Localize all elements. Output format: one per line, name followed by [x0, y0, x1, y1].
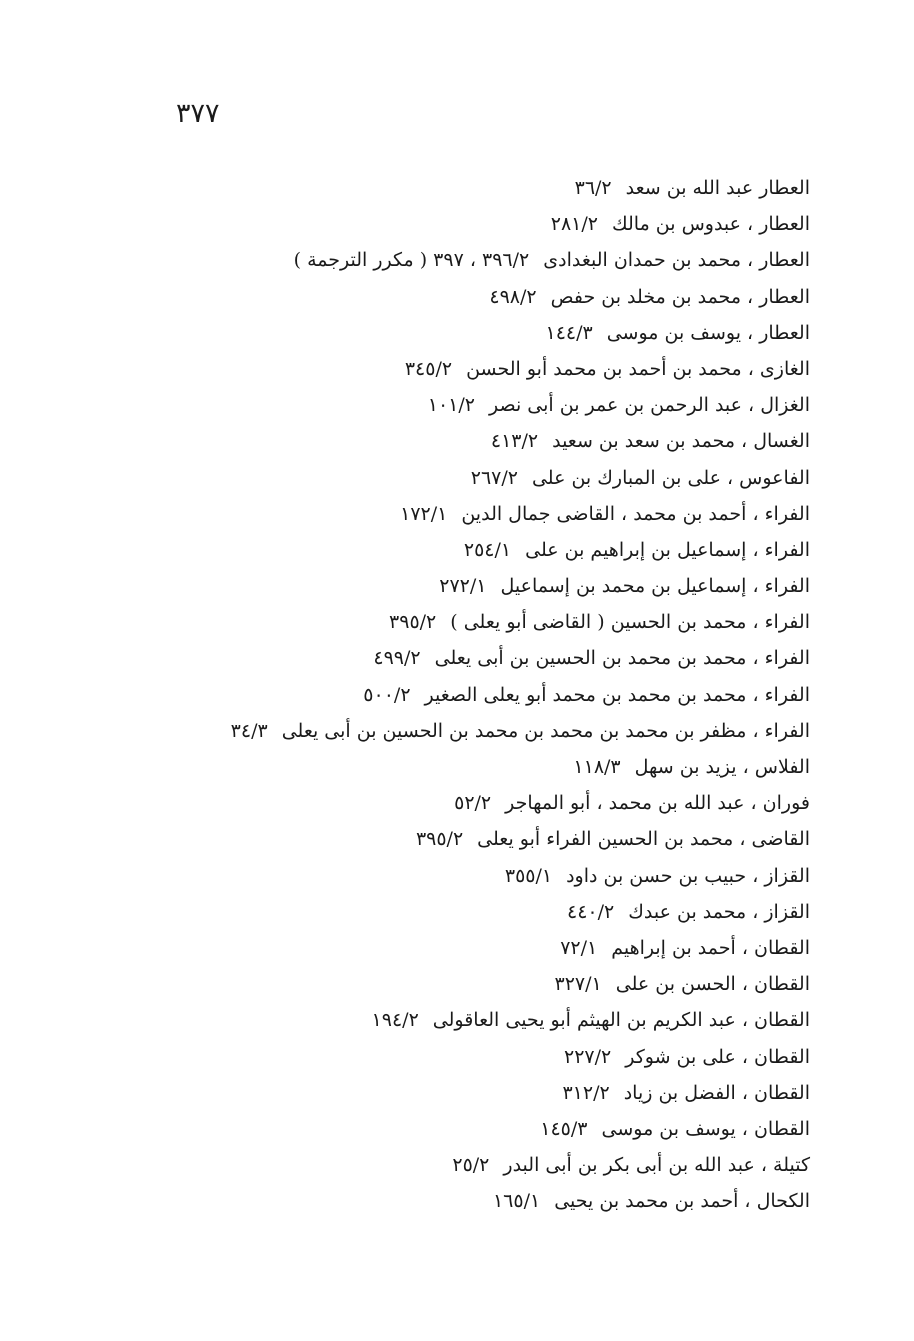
entry-name: الفلاس ، يزيد بن سهل: [634, 756, 810, 778]
entry-name: القطان ، الفضل بن زياد: [623, 1081, 810, 1104]
entry-reference: ٤٤٠/٢: [567, 900, 615, 923]
entry-reference: ٤٩٨/٢: [489, 285, 537, 308]
entry-name: الغسال ، محمد بن سعد بن سعيد: [552, 430, 810, 453]
entry-name: الفراء ، إسماعيل بن إبراهيم بن على: [525, 538, 810, 561]
entry-reference: ٢٧٢/١: [439, 575, 487, 598]
entry-name: القاضى ، محمد بن الحسين الفراء أبو يعلى: [477, 828, 810, 851]
entry-name: القزاز ، محمد بن عبدك: [628, 900, 810, 923]
index-entry: [90, 423, 810, 459]
index-entry: [90, 821, 810, 857]
entry-reference: ٣٥٥/١: [504, 864, 553, 887]
entry-reference: ١٠١/٢: [427, 394, 475, 417]
entry-name: الغازى ، محمد بن أحمد بن محمد أبو الحسن: [466, 357, 810, 380]
entry-name: العطار ، يوسف بن موسى: [606, 321, 810, 344]
index-entry: [90, 966, 810, 1002]
entry-reference: ١٤٥/٣: [540, 1117, 588, 1140]
entry-reference: ٣٩٥/٢: [389, 611, 437, 634]
page-number: ٣٧٧: [176, 98, 220, 129]
entry-reference: ٤١٣/٢: [490, 430, 539, 453]
index-entry: [90, 930, 810, 966]
entry-reference: ٣٦/٢: [574, 177, 612, 199]
index-entry: [90, 496, 810, 532]
entry-name: فوران ، عبد الله بن محمد ، أبو المهاجر: [505, 792, 810, 815]
index-entry: [90, 206, 810, 242]
entry-name: كتيلة ، عبد الله بن أبى بكر بن أبى البدر: [503, 1154, 810, 1177]
index-entry: [90, 1075, 810, 1111]
index-entry: [90, 532, 810, 568]
entry-reference: ١٩٤/٢: [371, 1009, 419, 1032]
entry-name: الفراء ، مظفر بن محمد بن محمد بن محمد بن الحسين بن أبى يعلى: [281, 719, 810, 742]
entry-name: القطان ، على بن شوكر: [625, 1045, 810, 1068]
entry-reference: ٢٨١/٢: [550, 213, 598, 236]
entry-name: الفاعوس ، على بن المبارك بن على: [531, 466, 810, 489]
index-entry: [90, 640, 810, 676]
index-entry: [90, 858, 810, 894]
entry-name: العطار ، عبدوس بن مالك: [611, 213, 810, 236]
entry-reference: ٧٢/١: [560, 936, 598, 959]
entry-reference: ١٤٤/٣: [545, 321, 593, 344]
entry-reference: ٥٢/٢: [454, 792, 492, 815]
entry-name: العطار عبد الله بن سعد: [625, 177, 810, 199]
entry-reference: ٣٩٦/٢ ، ٣٩٧ ( مكرر الترجمة ): [293, 249, 530, 272]
index-entry: [90, 351, 810, 387]
index-entry: [90, 1147, 810, 1183]
index-entry: [90, 279, 810, 315]
entry-reference: ٢٦٧/٢: [470, 466, 518, 489]
entry-name: الفراء ، أحمد بن محمد ، القاضى جمال الدين: [461, 502, 810, 525]
entry-reference: ٤٩٩/٢: [373, 647, 421, 670]
index-entry: [90, 242, 810, 278]
entry-reference: ٣٤٥/٢: [404, 357, 453, 380]
entry-reference: ٢٥٤/١: [463, 538, 512, 561]
entry-name: القطان ، عبد الكريم بن الهيثم أبو يحيى العاقولى: [432, 1009, 810, 1032]
entry-name: القطان ، أحمد بن إبراهيم: [611, 936, 810, 959]
index-entry: [90, 387, 810, 423]
entry-reference: ٥٠٠/٢: [363, 683, 411, 706]
index-entry: [90, 785, 810, 821]
entry-reference: ٢٥/٢: [452, 1154, 490, 1177]
entry-reference: ٣٤/٣: [230, 719, 268, 742]
entry-name: القطان ، الحسن بن على: [615, 973, 810, 996]
entry-reference: ٣٢٧/١: [554, 973, 602, 996]
index-entry: [90, 568, 810, 604]
index-entry: [90, 1111, 810, 1147]
index-entry: [90, 460, 810, 496]
entry-name: الفراء ، إسماعيل بن محمد بن إسماعيل: [500, 575, 810, 598]
entry-name: الفراء ، محمد بن الحسين ( القاضى أبو يعلى ): [450, 611, 810, 634]
entry-name: الكحال ، أحمد بن محمد بن يحيى: [554, 1190, 810, 1213]
entry-reference: ١١٨/٣: [573, 756, 621, 778]
entry-reference: ١٧٢/١: [400, 502, 448, 525]
index-entry: [90, 677, 810, 713]
index-list: [90, 170, 810, 1219]
index-entry: [90, 749, 810, 785]
index-entry: [90, 713, 810, 749]
entry-reference: ٢٢٧/٢: [563, 1045, 612, 1068]
entry-name: العطار ، محمد بن حمدان البغدادى: [543, 249, 810, 272]
entry-reference: ١٦٥/١: [492, 1190, 541, 1213]
entry-reference: ٣٩٥/٢: [415, 828, 464, 851]
entry-name: العطار ، محمد بن مخلد بن حفص: [550, 285, 810, 308]
index-entry: [90, 1039, 810, 1075]
index-entry: [90, 315, 810, 351]
entry-name: الفراء ، محمد بن محمد بن الحسين بن أبى يعلى: [434, 647, 810, 670]
entry-name: الفراء ، محمد بن محمد بن محمد أبو يعلى الصغير: [424, 683, 810, 706]
entry-reference: ٣١٢/٢: [562, 1081, 610, 1104]
index-entry: [90, 604, 810, 640]
index-entry: [90, 894, 810, 930]
index-entry: [90, 170, 810, 206]
index-entry: [90, 1183, 810, 1219]
index-entry: [90, 1002, 810, 1038]
entry-name: القزاز ، حبيب بن حسن بن داود: [566, 864, 810, 887]
entry-name: القطان ، يوسف بن موسى: [601, 1117, 810, 1140]
entry-name: الغزال ، عبد الرحمن بن عمر بن أبى نصر: [489, 394, 810, 417]
